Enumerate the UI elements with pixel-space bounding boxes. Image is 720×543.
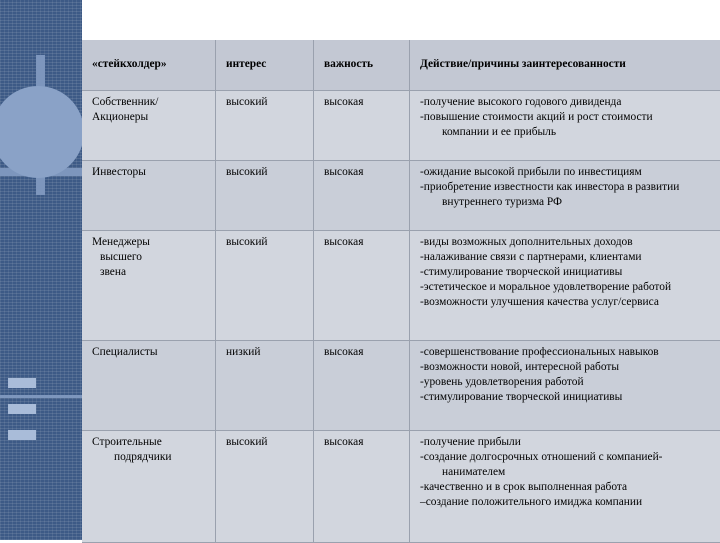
table-row	[82, 91, 720, 161]
table-row	[82, 161, 720, 231]
reasons-cell	[410, 161, 720, 231]
reason-line: -получение прибыли	[420, 435, 720, 450]
reason-line: -возможности новой, интересной работы	[420, 360, 720, 375]
importance-cell: высокая	[314, 161, 410, 231]
reason-line: -создание долгосрочных отношений с компанией-	[420, 450, 720, 465]
header-interest: интерес	[216, 40, 314, 91]
table-header-row	[82, 40, 720, 91]
stakeholder-name	[82, 231, 216, 341]
name-line: Строительные	[92, 435, 210, 450]
reason-line: -повышение стоимости акций и рост стоимости	[420, 110, 720, 125]
header-importance: важность	[314, 40, 410, 91]
name-line: Акционеры	[92, 110, 210, 125]
interest-cell: высокий	[216, 161, 314, 231]
stakeholder-name	[82, 431, 216, 543]
table-row	[82, 231, 720, 341]
reason-line: -приобретение известности как инвестора в развитии	[420, 180, 720, 195]
stakeholder-table-container	[82, 40, 720, 540]
decor-block	[8, 404, 36, 414]
reason-line: нанимателем	[420, 465, 720, 480]
name-line: Специалисты	[92, 345, 210, 360]
stakeholder-name	[82, 161, 216, 231]
name-line: высшего	[92, 250, 210, 265]
decor-block	[8, 430, 36, 440]
name-line: Инвесторы	[92, 165, 210, 180]
name-line: Собственник/	[92, 95, 210, 110]
importance-cell: высокая	[314, 341, 410, 431]
reason-line: -получение высокого годового дивиденда	[420, 95, 720, 110]
decor-circle	[0, 86, 82, 178]
decor-stripe	[0, 395, 82, 398]
reasons-cell	[410, 91, 720, 161]
reason-line: -уровень удовлетворения работой	[420, 375, 720, 390]
interest-cell: высокий	[216, 91, 314, 161]
decorative-side-band	[0, 0, 82, 540]
table-row	[82, 431, 720, 543]
interest-cell: низкий	[216, 341, 314, 431]
reason-line: -возможности улучшения качества услуг/сервиса	[420, 295, 720, 310]
reason-line: -качественно и в срок выполненная работа	[420, 480, 720, 495]
reason-line: -эстетическое и моральное удовлетворение работой	[420, 280, 720, 295]
interest-cell: высокий	[216, 431, 314, 543]
reason-line: -налаживание связи с партнерами, клиентами	[420, 250, 720, 265]
importance-cell: высокая	[314, 231, 410, 341]
reason-line: компании и ее прибыль	[420, 125, 720, 140]
interest-cell: высокий	[216, 231, 314, 341]
importance-cell: высокая	[314, 91, 410, 161]
header-reasons: Действие/причины заинтересованности	[410, 40, 720, 91]
header-stakeholder: «стейкхолдер»	[82, 40, 216, 91]
reason-line: -стимулирование творческой инициативы	[420, 390, 720, 405]
importance-cell: высокая	[314, 431, 410, 543]
stakeholder-name	[82, 341, 216, 431]
reason-line: внутреннего туризма РФ	[420, 195, 720, 210]
stakeholder-name	[82, 91, 216, 161]
reason-line: –создание положительного имиджа компании	[420, 495, 720, 510]
reasons-cell	[410, 431, 720, 543]
decor-block	[8, 378, 36, 388]
reasons-cell	[410, 341, 720, 431]
name-line: звена	[92, 265, 210, 280]
reason-line: -совершенствование профессиональных навыков	[420, 345, 720, 360]
reason-line: -виды возможных дополнительных доходов	[420, 235, 720, 250]
reason-line: -стимулирование творческой инициативы	[420, 265, 720, 280]
reasons-cell	[410, 231, 720, 341]
table-row	[82, 341, 720, 431]
name-line: подрядчики	[92, 450, 210, 465]
stakeholder-table	[82, 40, 720, 543]
name-line: Менеджеры	[92, 235, 210, 250]
reason-line: -ожидание высокой прибыли по инвестициям	[420, 165, 720, 180]
